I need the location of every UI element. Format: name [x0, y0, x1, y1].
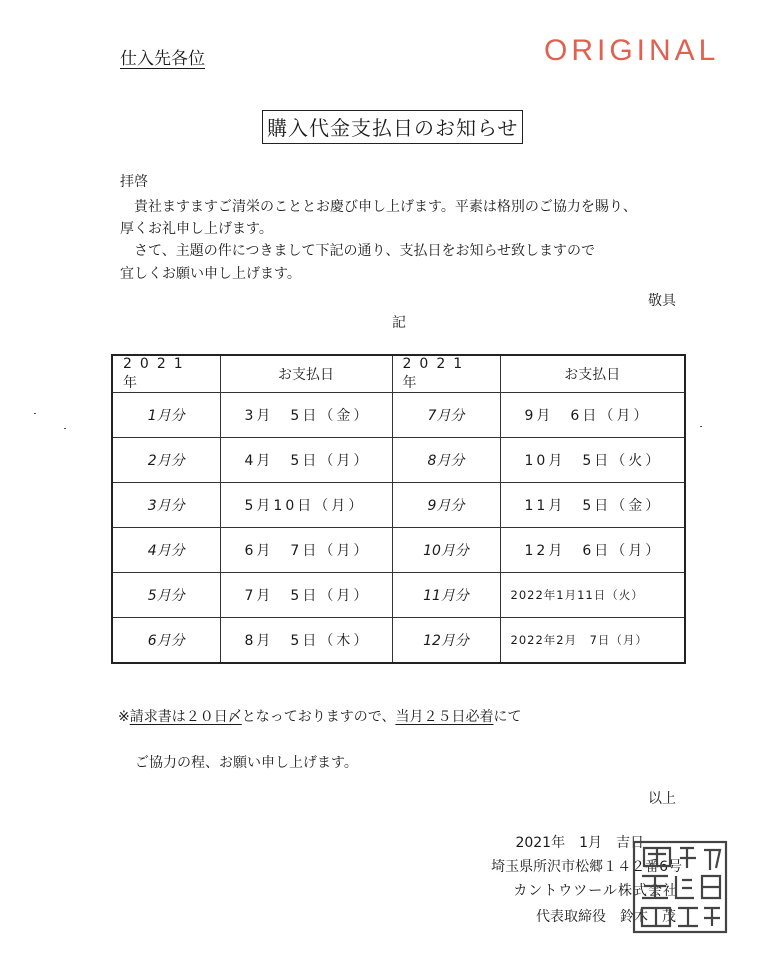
- note-middle: となっておりますので、: [241, 709, 396, 725]
- month-cell: 7月分: [392, 393, 500, 438]
- year-header-right: 2021 年: [392, 355, 500, 393]
- scan-speck: [700, 426, 702, 427]
- scan-speck: [64, 428, 66, 429]
- month-cell: 4月分: [112, 528, 220, 573]
- original-stamp: ORIGINAL: [544, 34, 720, 67]
- note-cutoff: 請求書は２０日〆: [129, 709, 242, 725]
- table-row: [112, 573, 685, 618]
- date-cell: 2022年2月 7日（月）: [500, 618, 685, 664]
- month-cell: 12月分: [392, 618, 500, 664]
- date-cell: 2022年1月11日（火）: [500, 573, 685, 618]
- company-name: カントウツール株式会社: [513, 883, 678, 899]
- ki-marker: 記: [392, 315, 406, 331]
- pay-header-left: お支払日: [220, 355, 392, 393]
- date-cell: 7月 5日（月）: [220, 573, 392, 618]
- date-cell: 9月 6日（月）: [500, 393, 685, 438]
- month-cell: 3月分: [112, 483, 220, 528]
- date-cell: 10月 5日（火）: [500, 438, 685, 483]
- table-row: [112, 393, 685, 438]
- year-header-left: 2021 年: [112, 355, 220, 393]
- payment-schedule-table: [111, 354, 686, 664]
- date-cell: 6月 7日（月）: [220, 528, 392, 573]
- month-cell: 8月分: [392, 438, 500, 483]
- company-address: 埼玉県所沢市松郷１４２番6号: [491, 859, 682, 875]
- month-cell: 6月分: [112, 618, 220, 664]
- pay-header-right: お支払日: [500, 355, 685, 393]
- date-cell: 4月 5日（月）: [220, 438, 392, 483]
- addressee: 仕入先各位: [120, 49, 205, 69]
- date-cell: 5月10日（月）: [220, 483, 392, 528]
- scan-speck: [34, 413, 36, 414]
- cooperation-request: ご協力の程、お願い申し上げます。: [135, 755, 358, 771]
- date-cell: 11月 5日（金）: [500, 483, 685, 528]
- table-row: [112, 438, 685, 483]
- table-row: [112, 528, 685, 573]
- date-cell: 12月 6日（月）: [500, 528, 685, 573]
- date-cell: 3月 5日（金）: [220, 393, 392, 438]
- greeting-closing: 敬具: [648, 293, 676, 309]
- date-cell: 8月 5日（木）: [220, 618, 392, 664]
- table-row: [112, 483, 685, 528]
- note-prefix: ※: [118, 709, 130, 725]
- month-cell: 11月分: [392, 573, 500, 618]
- issue-date: 2021年 1月 吉日: [515, 835, 644, 851]
- greeting-line-4: 宜しくお願い申し上げます。: [120, 266, 301, 282]
- ijo-closing: 以上: [648, 791, 676, 807]
- greeting-line-3: さて、主題の件につきまして下記の通り、支払日をお知らせ致しますので: [120, 243, 596, 259]
- greeting-opening: 拝啓: [120, 174, 148, 190]
- company-seal-icon: [630, 836, 730, 936]
- month-cell: 1月分: [112, 393, 220, 438]
- month-cell: 9月分: [392, 483, 500, 528]
- month-cell: 10月分: [392, 528, 500, 573]
- note-suffix: にて: [493, 709, 522, 725]
- month-cell: 5月分: [112, 573, 220, 618]
- note-deadline: 当月２５日必着: [395, 709, 494, 725]
- document-title: 購入代金支払日のお知らせ: [262, 110, 523, 144]
- table-header-row: [112, 355, 685, 393]
- greeting-line-2: 厚くお礼申し上げます。: [120, 221, 273, 237]
- table-row: [112, 618, 685, 664]
- month-cell: 2月分: [112, 438, 220, 483]
- invoice-note: [118, 706, 521, 726]
- representative: 代表取締役 鈴木 茂: [536, 909, 676, 925]
- greeting-line-1: 貴社ますますご清栄のこととお慶び申し上げます。平素は格別のご協力を賜り、: [120, 199, 637, 215]
